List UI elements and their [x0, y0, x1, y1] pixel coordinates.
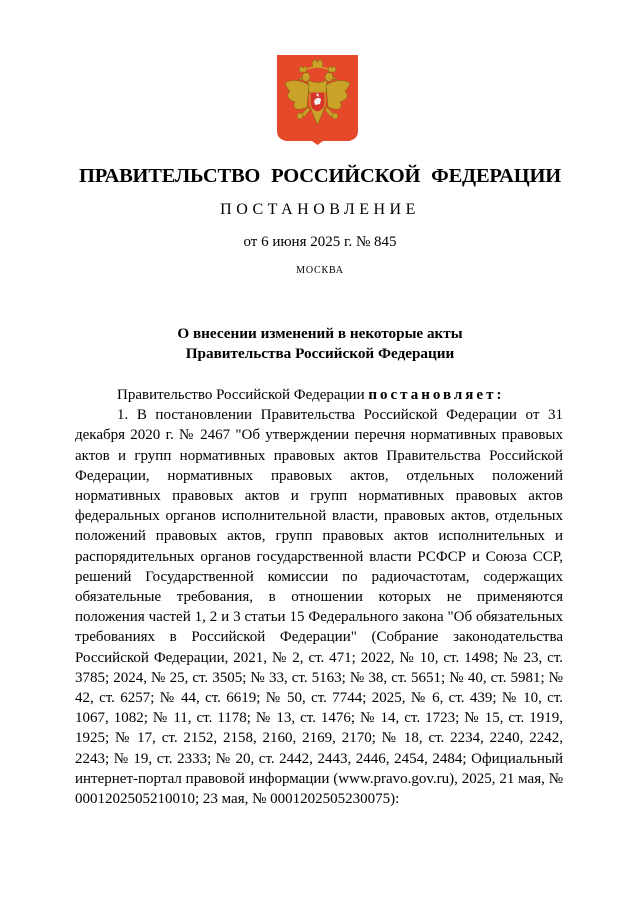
subject-line-1: О внесении изменений в некоторые акты — [177, 325, 463, 342]
document-type: ПОСТАНОВЛЕНИЕ — [220, 201, 420, 218]
coat-of-arms-icon — [277, 55, 358, 145]
document-body — [75, 385, 563, 809]
intro-text: Правительство Российской Федерации — [117, 387, 369, 403]
government-title: ПРАВИТЕЛЬСТВО РОССИЙСКОЙ ФЕДЕРАЦИИ — [79, 165, 561, 187]
paragraph-1: 1. В постановлении Правительства Российской Федерации от 31 декабря 2020 г. № 2467 "Об утверждении перечня нормативных правовых актов и групп нормативных правовых актов Правительства Российской Федерации, нормативных правовых актов, отдельных положений нормативных правовых актов и групп нормативных правовых актов федеральных органов исполнительной власти, правовых актов, отдельных положений правовых актов, групп правовых актов исполнительных и распорядительных органов государственной власти РСФСР и Союза ССР, решений Государственной комиссии по радиочастотам, содержащих обязательные требования, в отношении которых не применяются положения частей 1, 2 и 3 статьи 15 Федерального закона "Об обязательных требованиях в Российской Федерации" (Собрание законодательства Российской Федерации, 2021, № 2, ст. 471; 2022, № 10, ст. 1498; № 23, ст. 3785; 2024, № 25, ст. 3505; № 33, ст. 5163; № 38, ст. 5651; № 40, ст. 5981; № 42, ст. 6257; № 44, ст. 6619; № 50, ст. 7744; 2025, № 6, ст. 439; № 10, ст. 1067, 1082; № 11, ст. 1178; № 13, ст. 1476; № 14, ст. 1723; № 15, ст. 1919, 1925; № 17, ст. 2152, 2158, 2160, 2169, 2170; № 18, ст. 2234, 2240, 2242, 2243; № 19, ст. 2333; № 20, ст. 2442, 2443, 2446, 2454, 2484; Официальный интернет-портал правовой информации (www.pravo.gov.ru), 2025, 21 мая, № 0001202505210010; 23 мая, № 0001202505230075): — [75, 407, 563, 808]
document-subject — [0, 324, 640, 364]
intro-paragraph — [75, 385, 563, 405]
document-date-number: от 6 июня 2025 г. № 845 — [243, 234, 397, 250]
decree-word: постановляет: — [368, 387, 505, 403]
document-city: МОСКВА — [296, 265, 344, 276]
subject-line-2: Правительства Российской Федерации — [185, 345, 455, 362]
